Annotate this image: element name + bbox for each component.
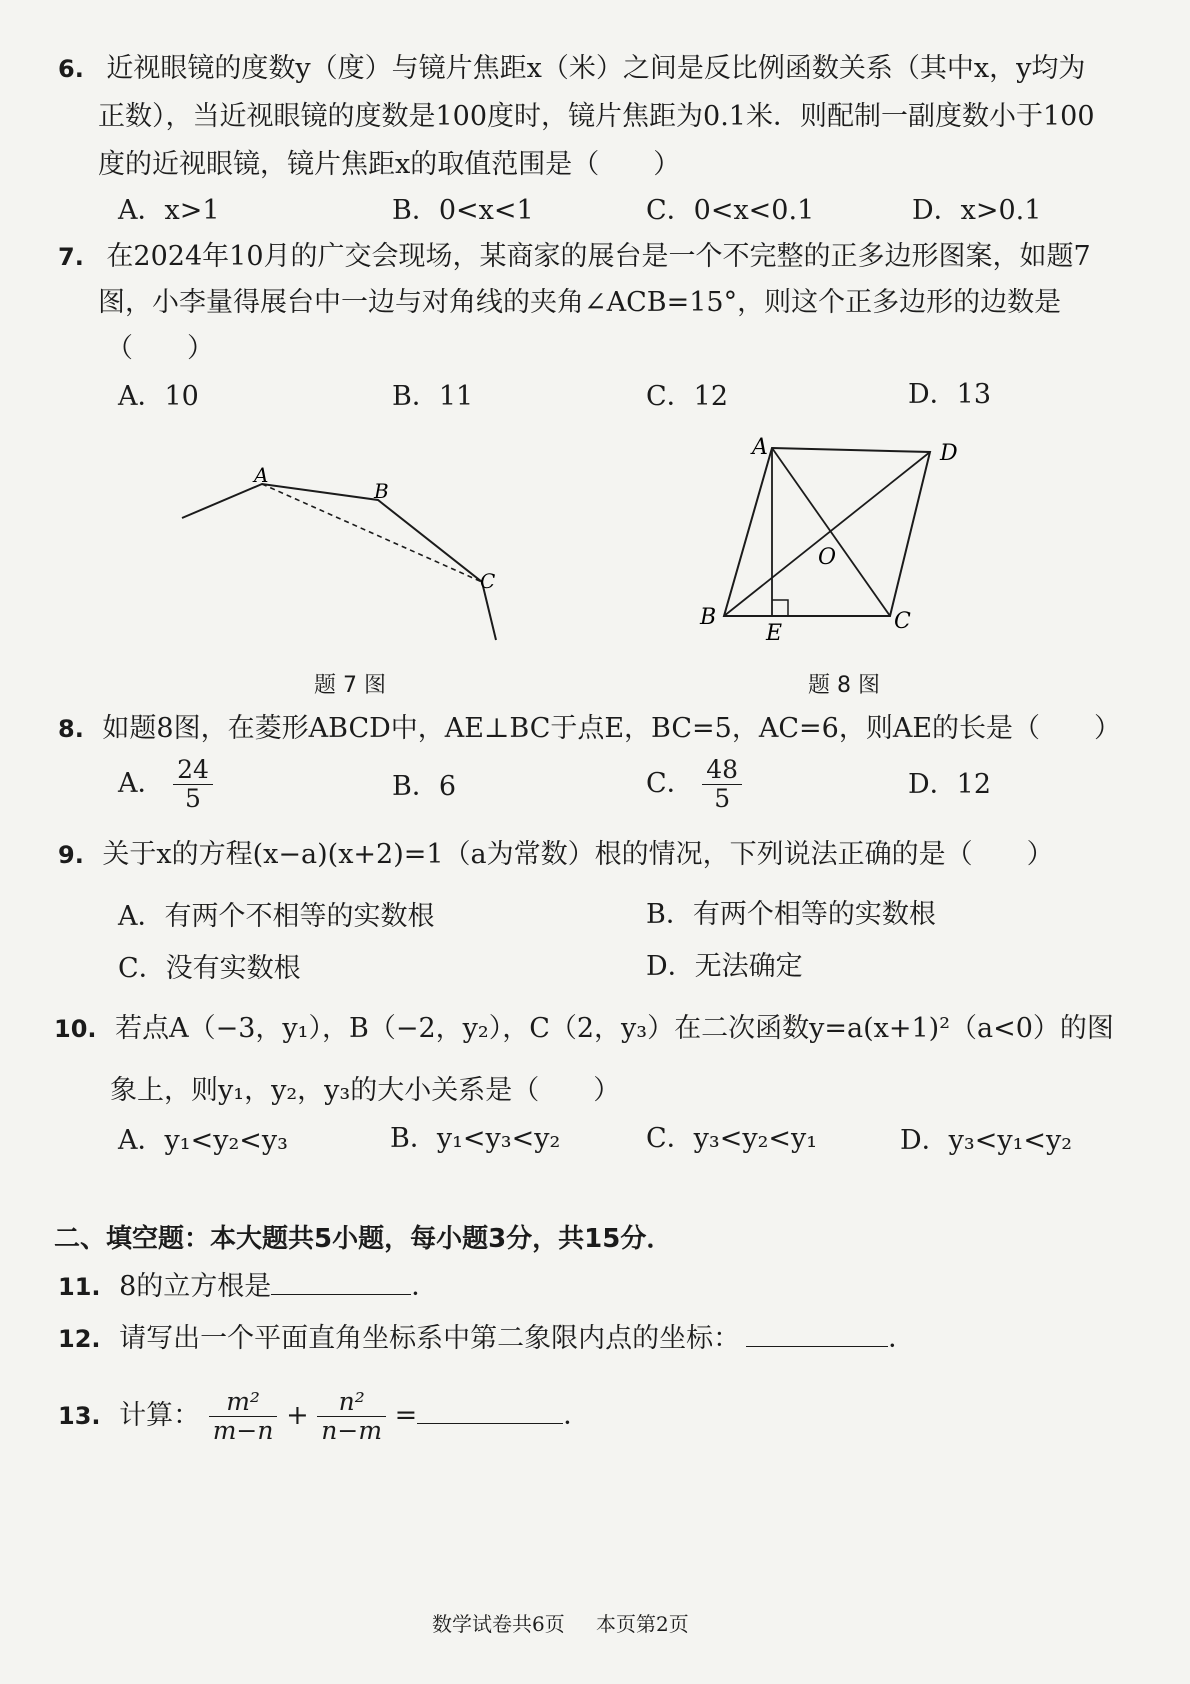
q13-fraction-2 xyxy=(317,1388,386,1445)
q6-line-2: 正数），当近视眼镜的度数是100度时，镜片焦距为0.1米．则配制一副度数小于100 xyxy=(98,101,1095,132)
point-c-label: C xyxy=(894,609,911,634)
right-angle-mark xyxy=(772,600,788,616)
q12-answer-blank[interactable] xyxy=(746,1320,888,1347)
q9-option-d[interactable]: D．无法确定 xyxy=(646,951,803,982)
point-b-label: B xyxy=(374,479,389,503)
q8-option-a-letter: A． xyxy=(118,768,165,799)
figure-8-caption: 题 8 图 xyxy=(808,673,880,698)
q13-denominator-2: n−m xyxy=(321,1416,383,1445)
diagonal-ac xyxy=(772,448,890,616)
polygon-edges xyxy=(182,484,496,640)
q8-option-c[interactable] xyxy=(646,756,742,813)
point-a-label: A xyxy=(254,463,269,487)
q13-plus: + xyxy=(286,1400,309,1431)
q9-option-a[interactable]: A．有两个不相等的实数根 xyxy=(118,901,435,932)
q13-denominator-1: m−n xyxy=(212,1416,274,1445)
q7-option-d[interactable]: D．13 xyxy=(908,379,992,410)
q9-option-c[interactable]: C．没有实数根 xyxy=(118,953,301,984)
q9-number: 9. xyxy=(58,841,84,869)
q13-number: 13. xyxy=(58,1402,101,1430)
section-2-title: 二、填空题：本大题共5小题，每小题3分，共15分． xyxy=(54,1224,673,1254)
q8-option-b-letter: B． xyxy=(392,771,439,802)
q7-text-1: 在2024年10月的广交会现场，某商家的展台是一个不完整的正多边形图案，如题7 xyxy=(106,241,1091,272)
q12-line xyxy=(58,1320,915,1356)
point-o-label: O xyxy=(818,545,837,570)
q11-line xyxy=(58,1268,438,1304)
q13-end: ． xyxy=(563,1400,591,1431)
q6-line-1 xyxy=(58,52,1085,86)
figure-7 xyxy=(170,460,520,650)
q8-line-1 xyxy=(58,712,1121,746)
q10-option-c[interactable]: C．y₃<y₂<y₁ xyxy=(646,1123,818,1154)
q13-line xyxy=(58,1388,590,1445)
q10-text-1: 若点A（−3，y₁），B（−2，y₂），C（2，y₃）在二次函数y=a(x+1)²（a<0）的图 xyxy=(115,1013,1114,1044)
q8-option-a-fraction xyxy=(173,756,213,813)
q8-text-1: 如题8图，在菱形ABCD中，AE⊥BC于点E，BC=5，AC=6，则AE的长是（ ） xyxy=(102,713,1122,744)
q6-option-c[interactable]: C．0<x<0.1 xyxy=(646,195,815,226)
q8-option-c-letter: C． xyxy=(646,768,694,799)
q8-option-c-denominator: 5 xyxy=(714,784,731,813)
q7-option-a[interactable]: A．10 xyxy=(118,381,199,412)
point-a-label: A xyxy=(752,435,768,460)
q11-end: ． xyxy=(411,1271,439,1302)
q8-option-a-numerator: 24 xyxy=(173,756,213,785)
q7-line-2: 图，小李量得展台中一边与对角线的夹角∠ACB=15°，则这个正多边形的边数是 xyxy=(98,287,1062,318)
q13-fraction-1 xyxy=(209,1388,278,1445)
point-b-label: B xyxy=(700,605,717,630)
q6-number: 6. xyxy=(58,55,84,83)
q8-option-b-text: 6 xyxy=(438,771,457,802)
q10-line-1 xyxy=(54,1012,1114,1046)
point-c-label: C xyxy=(480,569,496,593)
q10-option-a[interactable]: A．y₁<y₂<y₃ xyxy=(118,1125,288,1156)
q11-answer-blank[interactable] xyxy=(271,1268,411,1295)
footer-total-pages: 数学试卷共6页 xyxy=(432,1612,565,1636)
point-d-label: D xyxy=(940,441,958,466)
q11-number: 11. xyxy=(58,1273,101,1301)
q10-line-2: 象上，则y₁，y₂，y₃的大小关系是（ ） xyxy=(110,1075,621,1106)
q8-option-d-text: 12 xyxy=(956,769,992,800)
q8-option-a-denominator: 5 xyxy=(185,784,201,813)
q13-numerator-1: m² xyxy=(209,1388,278,1417)
q9-text-1: 关于x的方程(x−a)(x+2)=1（a为常数）根的情况，下列说法正确的是（ ） xyxy=(102,839,1054,870)
q10-option-b[interactable]: B．y₁<y₃<y₂ xyxy=(390,1123,561,1154)
q6-option-b[interactable]: B．0<x<1 xyxy=(392,195,534,226)
q8-option-d-letter: D． xyxy=(908,769,957,800)
q12-number: 12. xyxy=(58,1325,101,1353)
q13-prefix: 计算： xyxy=(119,1400,201,1431)
figure-8 xyxy=(690,430,980,650)
q6-option-d[interactable]: D．x>0.1 xyxy=(912,195,1042,226)
q7-option-b[interactable]: B．11 xyxy=(392,381,474,412)
q13-answer-blank[interactable] xyxy=(417,1397,563,1424)
q6-line-3: 度的近视眼镜，镜片焦距x的取值范围是（ ） xyxy=(98,149,681,180)
footer-page-number: 本页第2页 xyxy=(596,1612,689,1636)
q7-number: 7. xyxy=(58,243,84,271)
q8-number: 8. xyxy=(58,715,84,743)
q12-text: 请写出一个平面直角坐标系中第二象限内点的坐标： xyxy=(119,1323,741,1354)
q8-option-b[interactable] xyxy=(392,770,456,804)
q6-option-a[interactable]: A．x>1 xyxy=(118,195,220,226)
q11-text: 8的立方根是 xyxy=(119,1271,272,1302)
diagonal-bd xyxy=(724,452,930,616)
q8-option-a[interactable] xyxy=(118,756,213,813)
q10-option-d[interactable]: D．y₃<y₁<y₂ xyxy=(900,1125,1073,1156)
q10-number: 10. xyxy=(54,1015,97,1043)
q8-option-c-numerator: 48 xyxy=(702,756,742,785)
q7-line-3: （ ） xyxy=(106,333,214,364)
point-e-label: E xyxy=(766,621,783,646)
q13-numerator-2: n² xyxy=(317,1388,386,1417)
q12-end: ． xyxy=(888,1323,916,1354)
q7-line-1 xyxy=(58,240,1091,274)
q8-option-d[interactable] xyxy=(908,768,991,802)
q9-line-1 xyxy=(58,838,1054,872)
q7-option-c[interactable]: C．12 xyxy=(646,381,729,412)
q8-option-c-fraction xyxy=(702,756,742,813)
q6-text-1: 近视眼镜的度数y（度）与镜片焦距x（米）之间是反比例函数关系（其中x，y均为 xyxy=(106,53,1086,84)
figure-7-caption: 题 7 图 xyxy=(314,673,386,698)
q13-equals: = xyxy=(394,1400,418,1431)
q9-option-b[interactable]: B．有两个相等的实数根 xyxy=(646,899,936,930)
